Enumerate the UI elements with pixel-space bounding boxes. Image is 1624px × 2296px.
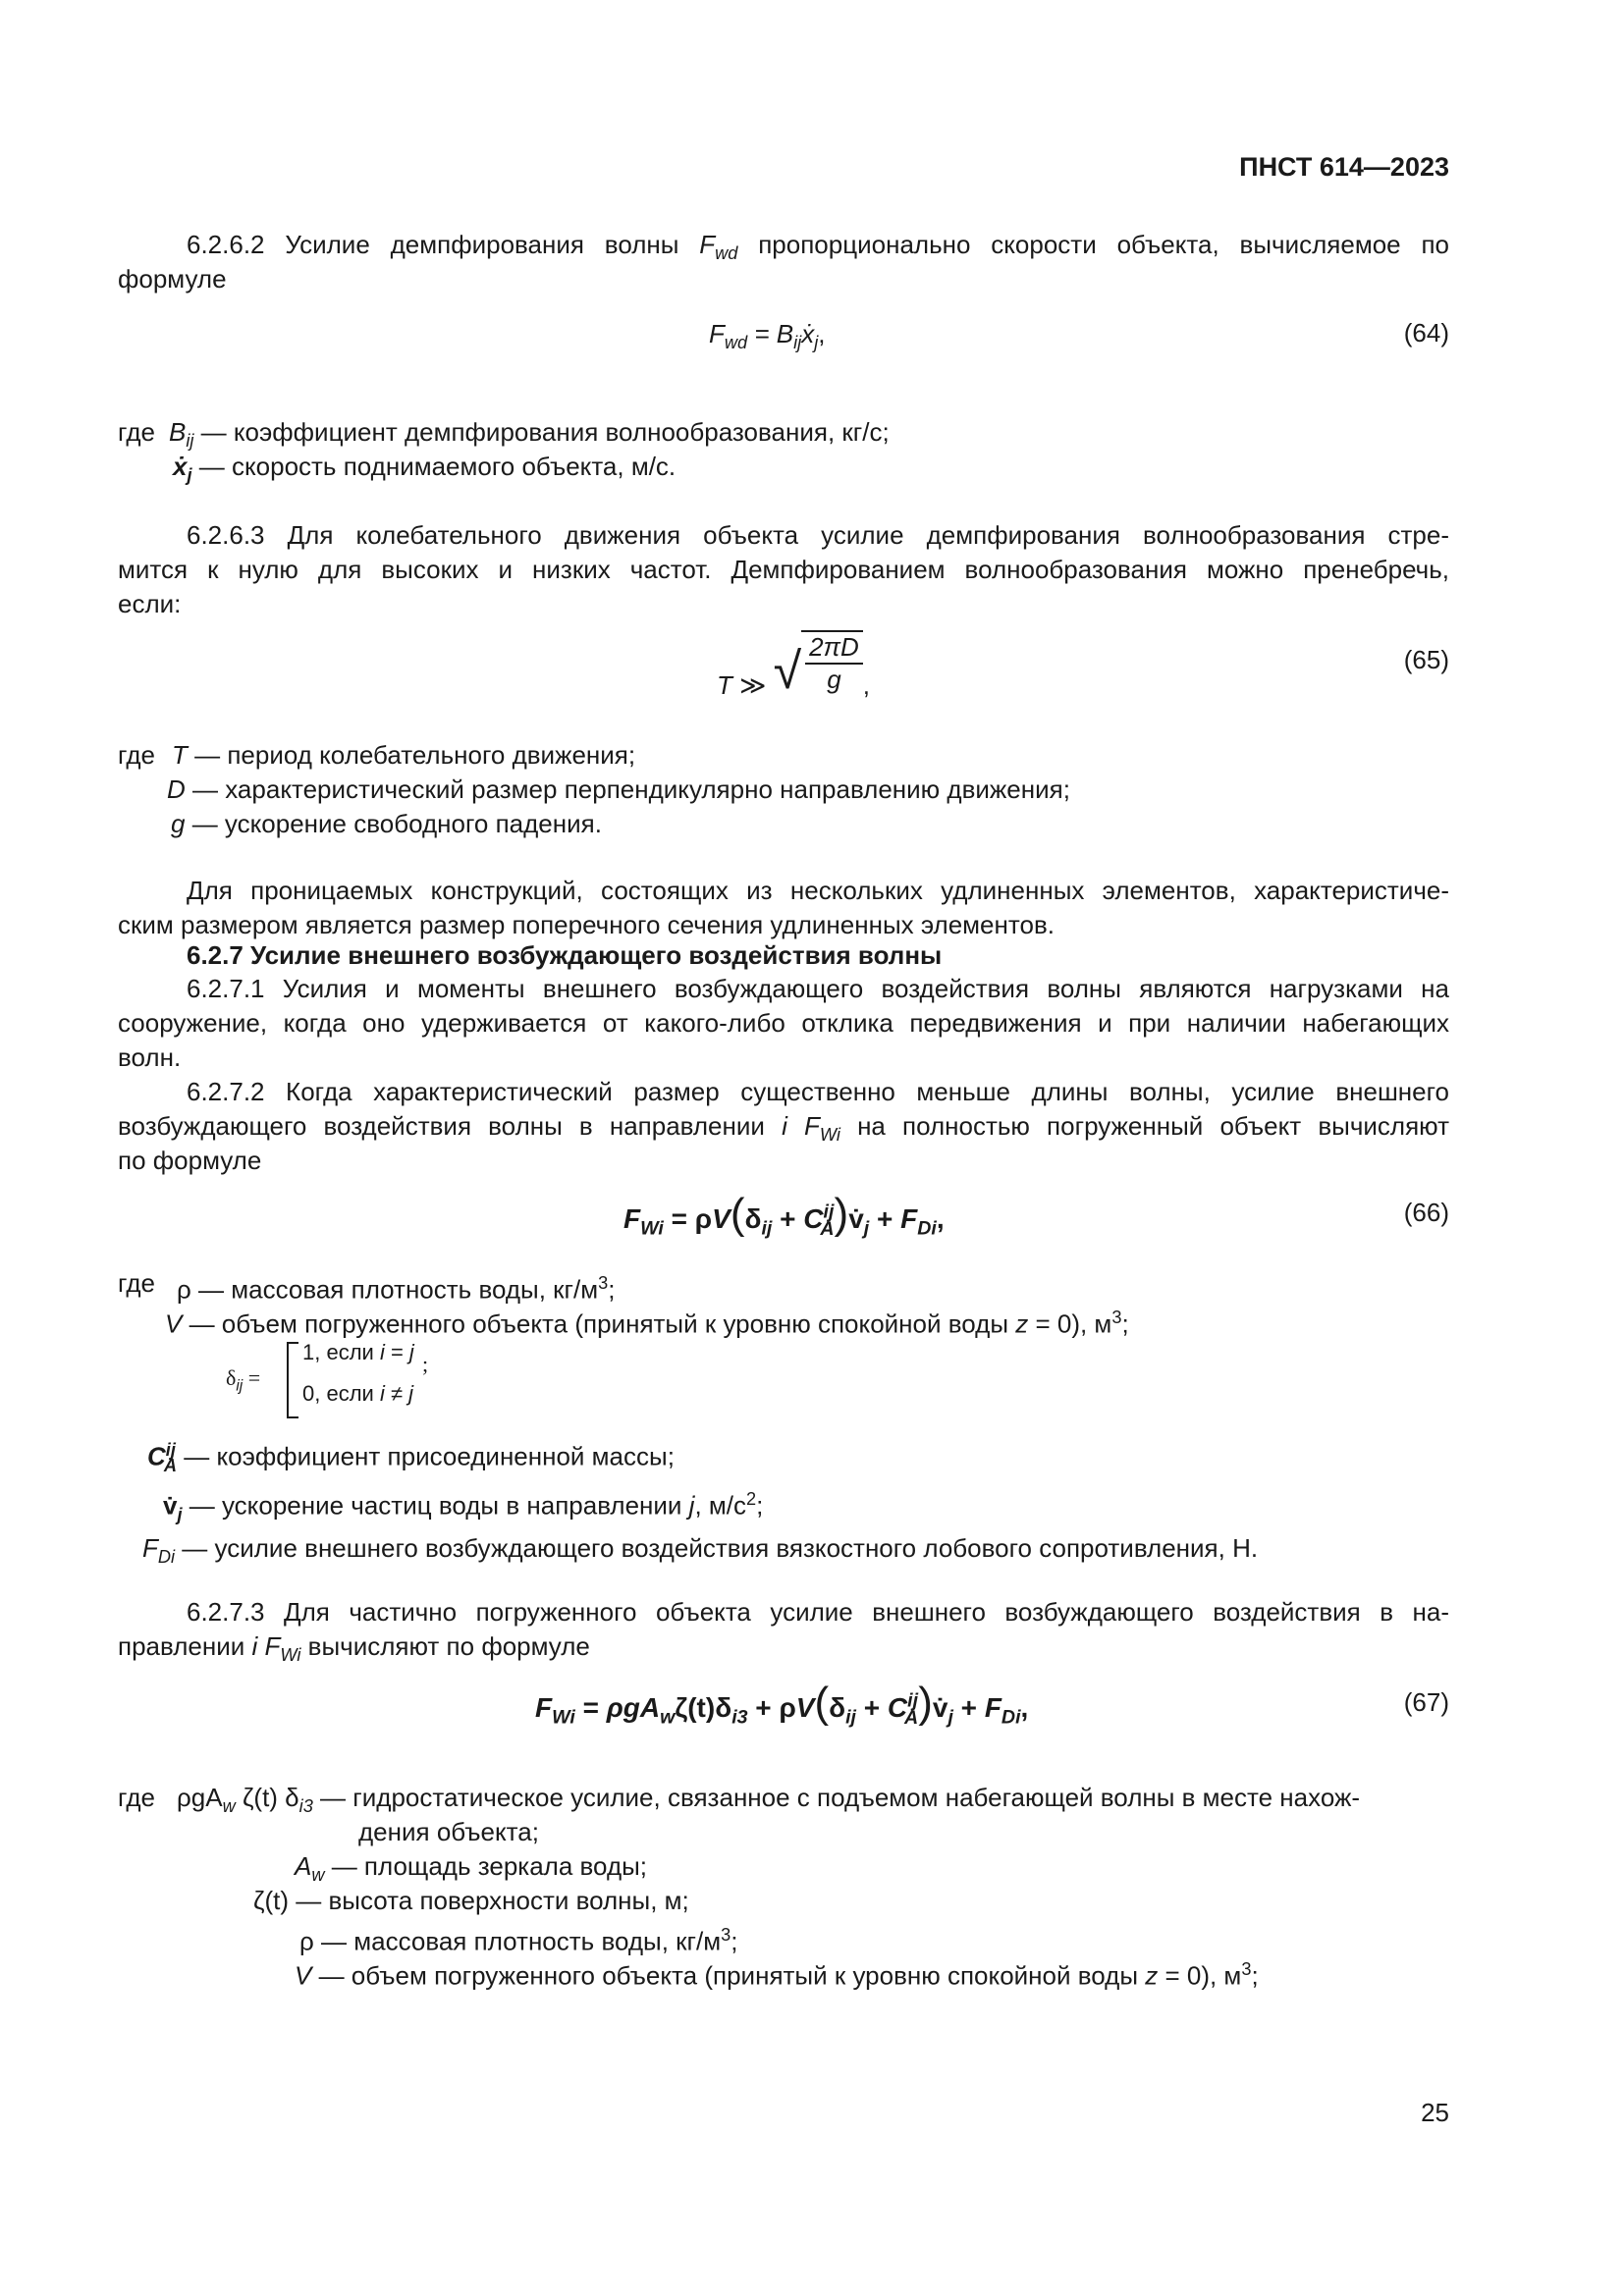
where-item-xj: ẋ$_j$ — скорость поднимаемого объекта, м/с. <box>173 452 677 486</box>
equation-number-65: (65) <box>1403 645 1449 674</box>
where-item-bij: $B_{ij}$ — коэффициент демпфирования волнообразования, кг/с; <box>169 417 890 452</box>
paragraph-6-2-7-1-line1: 6.2.7.1 Усилия и моменты внешнего возбуждающего воздействия волны являются нагрузками на <box>187 974 1449 1003</box>
where-lead-64: где <box>118 417 155 447</box>
equation-number-64: (64) <box>1403 318 1449 347</box>
paragraph-6-2-6-3-line3: если: <box>118 589 182 618</box>
paragraph-permeable-line1: Для проницаемых конструкций, состоящих из нескольких удлиненных элементов, характеристиче- <box>187 876 1449 905</box>
paragraph-6-2-7-2-line1: 6.2.7.2 Когда характеристический размер существенно меньше длины волны, усилие внешнего <box>187 1077 1449 1106</box>
document-page: ПНСТ 614—2023 6.2.6.2 Усилие демпфирования волны $F_{wd}$ пропорционально скорости объекта, вычисляемое по формуле $F_{wd}$ = $B_{ij}ẋ_j$, (64) где $B_{ij}$ — коэффициент демпфирования волнообразования, кг/с; ẋ$_j$ — скорость поднимаемого объекта, м/с. 6.2.6.3 Для колебательного движения объекта усилие демпфирования волнообразования стре- мится к нулю для высоких и низких частот. Демпфированием волнообразования можно пренебречь, если: T ≫ √ $\frac{2\pi D}{g}$ , (65) где T — период колебательного движения; D — характеристический размер перпендикулярно направлению движения; g — ускорение свободного падения. Для проницаемых конструкций, состоящих из нескольких удлиненных элементов, характеристиче- ским размером является размер поперечного сечения удлиненных элементов. 6.2.7 Усилие внешнего возбуждающего воздействия волны 6.2.7.1 Усилия и моменты внешнего возбуждающего воздействия волны являются нагрузками на сооружение, когда оно удерживается от какого-либо отклика передвижения и при наличии набегающих волн. 6.2.7.2 Когда характеристический размер существенно меньше длины волны, усилие внешнего возбуждающего воздействия волны в направлении i $F_{Wi}$ на полностью погруженный объект вычисляют по формуле $F_{Wi} = \rho V(\delta_{ij}$ + $C^{ij}_A)v̇_j + F_{Di}$, (66) где ρ — массовая плотность воды, $кг/м^3$; V — объем погруженного объекта (принятый к уровню спокойной воды z = 0), $м^3$; $\delta_{ij}$ = 1, если i = j 0, если i ≠ j ; $C^{ij}_A$ — коэффициент присоединенной массы; $v̇_j$ — ускорение частиц воды в направлении j, $м/с^2$; $F_{Di}$ — усилие внешнего возбуждающего воздействия вязкостного лобового сопротивления, Н. 6.2.7.3 Для частично погруженного объекта усилие внешнего возбуждающего воздействия в на- правлении i $F_{Wi}$ вычисляют по формуле $F_{Wi} = \rho gA_w\zeta(t)\delta_{i3} + \rho V(\delta_{ij}$ + $C^{ij}_A)v̇_j + F_{Di}$, (67) где ρgA$_w$ ζ(t) $\delta_{i3}$ — гидростатическое усилие, связанное с подъемом набегающей волны в месте нахож- дения объекта; $A_w$ — площадь зеркала воды; ζ(t) — высота поверхности волны, м; ρ — массовая плотность воды, $кг/м^3$; V — объем погруженного объекта (принятый к уровню спокойной воды z = 0), $м^3$; 25 <box>0 0 1624 2296</box>
paragraph-6-2-7-2-line2: возбуждающего воздействия волны в направлении i $F_{Wi}$ на полностью погруженный объект вычисляют <box>118 1111 1450 1146</box>
paragraph-6-2-7-3-line2: правлении i $F_{Wi}$ вычисляют по формуле <box>118 1631 590 1666</box>
document-code: ПНСТ 614—2023 <box>1239 152 1449 182</box>
equation-number-67: (67) <box>1403 1687 1449 1717</box>
where-item-hydrostatic: ρgA$_w$ ζ(t) $\delta_{i3}$ — гидростатическое усилие, связанное с подъемом набегающей волны в месте нахож- <box>177 1783 1361 1817</box>
paragraph-6-2-6-3-line1: 6.2.6.3 Для колебательного движения объекта усилие демпфирования волнообразования стре- <box>187 520 1449 550</box>
equation-66: $F_{Wi} = \rho V(\delta_{ij}$ + $C^{ij}_A)v̇_j + F_{Di}$, <box>623 1190 945 1240</box>
where-item-T: T — период колебательного движения; <box>172 740 636 770</box>
where-item-C-66: $C^{ij}_A$ — коэффициент присоединенной массы; <box>147 1440 675 1475</box>
where-lead-66: где <box>118 1268 155 1298</box>
where-item-D: D — характеристический размер перпендикулярно направлению движения; <box>167 774 1070 804</box>
sqrt-symbol: √ <box>773 642 802 701</box>
where-item-g: g — ускорение свободного падения. <box>171 809 602 838</box>
section-heading-6-2-7: 6.2.7 Усилие внешнего возбуждающего воздействия волны <box>187 940 943 970</box>
sqrt-body: $\frac{2\pi D}{g}$ <box>801 630 863 695</box>
where-item-rho-66: ρ — массовая плотность воды, $кг/м^3$; <box>177 1273 616 1305</box>
where-item-FD-66: $F_{Di}$ — усилие внешнего возбуждающего воздействия вязкостного лобового сопротивления, Н. <box>142 1533 1259 1568</box>
where-item-rho-67: ρ — массовая плотность воды, $кг/м^3$; <box>299 1925 738 1956</box>
where-item-V-66: V — объем погруженного объекта (принятый к уровню спокойной воды z = 0), $м^3$; <box>165 1308 1129 1339</box>
left-bracket <box>287 1342 298 1418</box>
equation-67: $F_{Wi} = \rho gA_w\zeta(t)\delta_{i3} + \rho V(\delta_{ij}$ + $C^{ij}_A)v̇_j + F_{Di}$, <box>535 1679 1029 1729</box>
page-number: 25 <box>1421 2098 1449 2127</box>
paragraph-6-2-6-2-cont: формуле <box>118 264 227 294</box>
where-item-v-66: $v̇_j$ — ускорение частиц воды в направлении j, $м/с^2$; <box>163 1489 764 1524</box>
paragraph-6-2-6-2: 6.2.6.2 Усилие демпфирования волны $F_{wd}$ пропорционально скорости объекта, вычисляемое по <box>187 230 1449 264</box>
paragraph-6-2-6-3-line2: мится к нулю для высоких и низких частот. Демпфированием волнообразования можно пренебречь, <box>118 555 1449 584</box>
paragraph-6-2-7-1-line2: сооружение, когда оно удерживается от какого-либо отклика передвижения и при наличии набегающих <box>118 1008 1449 1038</box>
where-item-hydrostatic-cont: дения объекта; <box>358 1817 539 1846</box>
where-item-V-67: V — объем погруженного объекта (принятый к уровню спокойной воды z = 0), $м^3$; <box>295 1959 1259 1991</box>
equation-65: T ≫ √ $\frac{2\pi D}{g}$ , <box>717 632 870 701</box>
paragraph-6-2-7-3-line1: 6.2.7.3 Для частично погруженного объекта усилие внешнего возбуждающего воздействия в на- <box>187 1597 1449 1627</box>
where-lead-65: где <box>118 740 155 770</box>
paragraph-permeable-line2: ским размером является размер поперечного сечения удлиненных элементов. <box>118 910 1055 939</box>
paragraph-6-2-7-1-line3: волн. <box>118 1042 182 1072</box>
paragraph-6-2-7-2-line3: по формуле <box>118 1146 262 1175</box>
equation-64: $F_{wd}$ = $B_{ij}ẋ_j$, <box>709 319 826 353</box>
where-lead-67: где <box>118 1783 155 1812</box>
where-item-Aw: $A_w$ — площадь зеркала воды; <box>295 1851 648 1886</box>
equation-number-66: (66) <box>1403 1198 1449 1227</box>
where-item-zeta: ζ(t) — высота поверхности волны, м; <box>253 1886 689 1915</box>
